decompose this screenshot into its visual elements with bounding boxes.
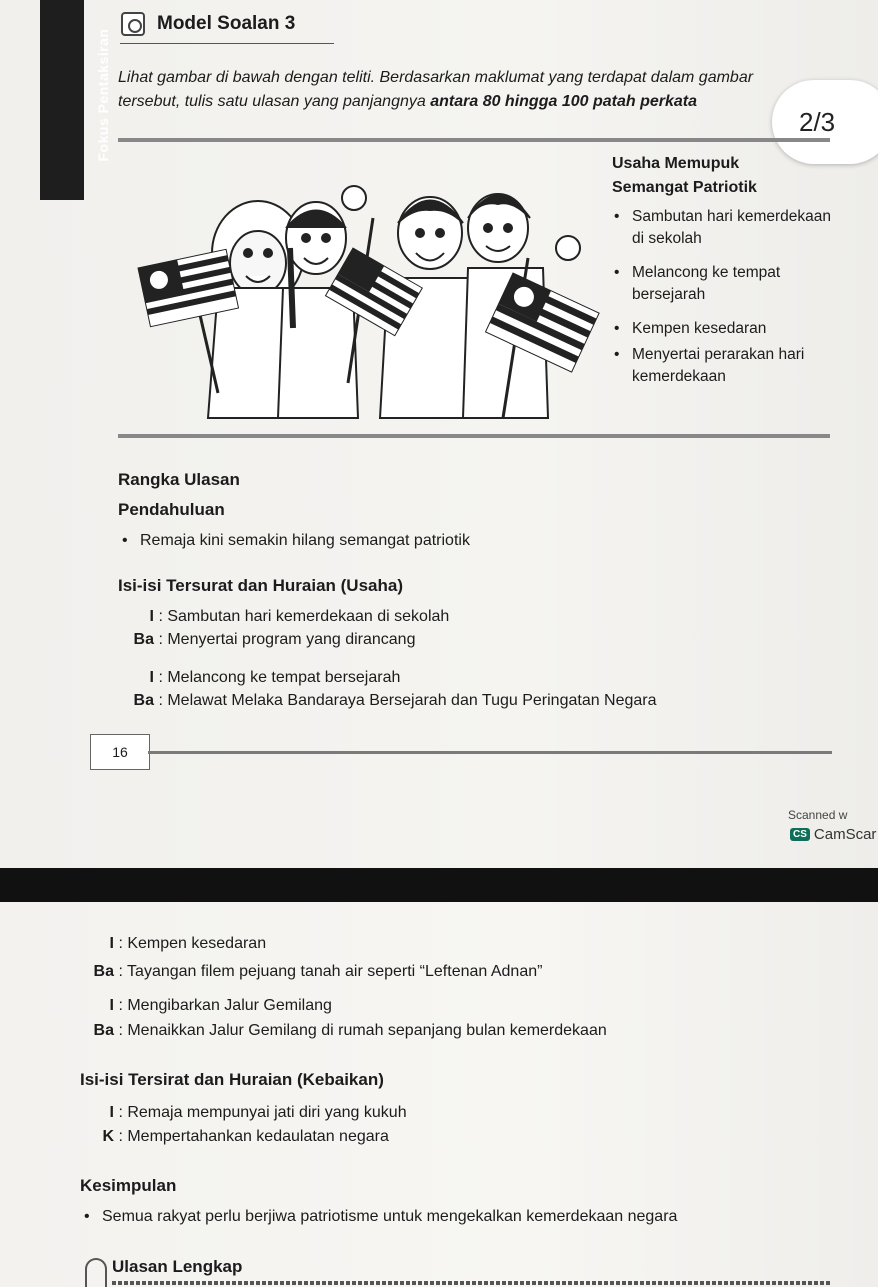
pencil-icon bbox=[85, 1258, 107, 1287]
title-underline bbox=[120, 43, 334, 44]
page-bottom bbox=[0, 902, 878, 1287]
instruction-line-1: Lihat gambar di bawah dengan teliti. Berdasarkan maklumat yang terdapat dalam gambar bbox=[118, 69, 754, 86]
row-text: Kempen kesedaran bbox=[127, 935, 267, 952]
instruction-line-2 bbox=[118, 90, 878, 114]
outline-row bbox=[120, 608, 449, 626]
instruction-line-2-prefix: tersebut, tulis satu ulasan yang panjangnya bbox=[118, 93, 431, 110]
full-review-rule bbox=[112, 1281, 832, 1285]
row-colon: : bbox=[154, 608, 168, 625]
outline-row bbox=[80, 935, 266, 953]
page-indicator-label: 2/3 bbox=[799, 107, 836, 137]
row-colon: : bbox=[114, 963, 128, 980]
row-colon: : bbox=[154, 669, 168, 686]
infobox-title-line-2: Semangat Patriotik bbox=[612, 179, 757, 196]
row-colon: : bbox=[114, 935, 128, 952]
intro-heading: Pendahuluan bbox=[118, 500, 225, 519]
row-text: Remaja mempunyai jati diri yang kukuh bbox=[127, 1104, 407, 1121]
row-colon: : bbox=[114, 1022, 128, 1039]
outline-heading: Rangka Ulasan bbox=[118, 470, 240, 489]
row-colon: : bbox=[154, 631, 168, 648]
row-key: I bbox=[109, 935, 114, 952]
full-review-heading: Ulasan Lengkap bbox=[112, 1257, 243, 1276]
row-key: I bbox=[149, 669, 154, 686]
side-tab-label: Fokus Pentaksiran bbox=[95, 28, 111, 162]
page-divider bbox=[0, 868, 878, 902]
camscanner-logo-icon: CS bbox=[790, 828, 810, 841]
row-key: Ba bbox=[133, 631, 154, 648]
row-colon: : bbox=[114, 1128, 128, 1145]
row-key: K bbox=[102, 1128, 114, 1145]
row-text: Menyertai program yang dirancang bbox=[167, 631, 416, 648]
row-key: Ba bbox=[93, 1022, 114, 1039]
outline-row bbox=[80, 1104, 407, 1122]
implicit-heading: Isi-isi Tersirat dan Huraian (Kebaikan) bbox=[80, 1070, 384, 1089]
page-number: 16 bbox=[90, 734, 150, 770]
outline-row bbox=[80, 1022, 607, 1040]
outline-row bbox=[120, 692, 657, 710]
row-text: Mengibarkan Jalur Gemilang bbox=[127, 997, 332, 1014]
row-key: Ba bbox=[133, 692, 154, 709]
row-key: I bbox=[149, 608, 154, 625]
girl-braids-figure bbox=[278, 202, 358, 418]
infobox-item: • Sambutan hari kemerdekaan di sekolah bbox=[612, 206, 832, 250]
infobox-title bbox=[612, 152, 757, 200]
intro-point: • Remaja kini semakin hilang semangat patriotik bbox=[140, 532, 470, 550]
conclusion-point: • Semua rakyat perlu berjiwa patriotisme untuk mengekalkan kemerdekaan negara bbox=[102, 1208, 677, 1226]
outline-row bbox=[80, 963, 542, 981]
scanner-watermark-line-2 bbox=[790, 826, 876, 843]
outline-row bbox=[80, 1128, 389, 1146]
outline-row bbox=[120, 669, 400, 687]
instruction-text bbox=[118, 66, 878, 114]
infobox-title-line-1: Usaha Memupuk bbox=[612, 155, 740, 172]
instruction-word-range: antara 80 hingga 100 patah perkata bbox=[430, 93, 697, 110]
infobox-item: • Menyertai perarakan hari kemerdekaan bbox=[612, 344, 832, 388]
model-icon bbox=[121, 12, 145, 36]
side-tab bbox=[40, 0, 111, 200]
row-text: Tayangan filem pejuang tanah air seperti “Leftenan Adnan” bbox=[127, 963, 543, 980]
scanner-watermark-line-1: Scanned w bbox=[788, 808, 848, 822]
row-text: Sambutan hari kemerdekaan di sekolah bbox=[167, 608, 450, 625]
row-colon: : bbox=[114, 1104, 128, 1121]
row-text: Melancong ke tempat bersejarah bbox=[167, 669, 401, 686]
row-text: Menaikkan Jalur Gemilang di rumah sepanjang bulan kemerdekaan bbox=[127, 1022, 607, 1039]
row-colon: : bbox=[114, 997, 128, 1014]
page-number-rule bbox=[148, 751, 832, 754]
infobox-item: • Kempen kesedaran bbox=[612, 318, 832, 340]
infobox-list bbox=[612, 206, 832, 400]
row-text: Mempertahankan kedaulatan negara bbox=[127, 1128, 389, 1145]
infobox-item: • Melancong ke tempat bersejarah bbox=[612, 262, 832, 306]
outline-row bbox=[120, 631, 415, 649]
row-key: I bbox=[109, 1104, 114, 1121]
frame-top-border bbox=[118, 138, 830, 142]
outline-row bbox=[80, 997, 332, 1015]
scanner-brand: CamScar bbox=[813, 826, 877, 843]
row-colon: : bbox=[154, 692, 168, 709]
row-key: I bbox=[109, 997, 114, 1014]
row-key: Ba bbox=[93, 963, 114, 980]
frame-bottom-border bbox=[118, 434, 830, 438]
conclusion-heading: Kesimpulan bbox=[80, 1176, 177, 1195]
page-title: Model Soalan 3 bbox=[157, 13, 296, 34]
explicit-heading: Isi-isi Tersurat dan Huraian (Usaha) bbox=[118, 576, 403, 595]
row-text: Melawat Melaka Bandaraya Bersejarah dan Tugu Peringatan Negara bbox=[167, 692, 657, 709]
